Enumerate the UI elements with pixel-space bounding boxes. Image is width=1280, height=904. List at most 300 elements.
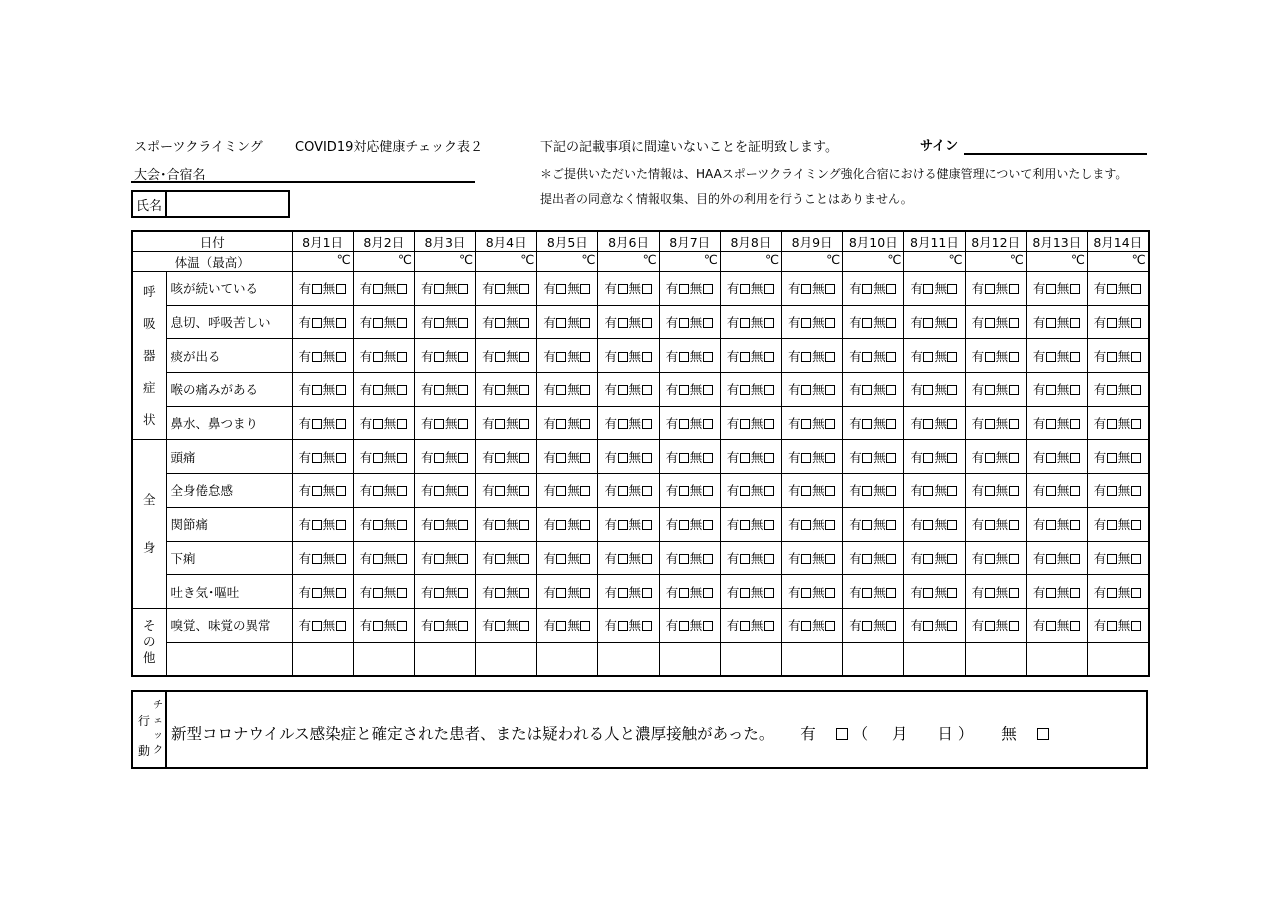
yes-checkbox[interactable] [801, 588, 811, 598]
yes-no-cell[interactable] [353, 406, 414, 440]
yes-checkbox[interactable] [618, 588, 628, 598]
yes-no-cell[interactable] [353, 373, 414, 407]
no-checkbox[interactable] [458, 284, 468, 294]
yes-no-cell[interactable] [904, 575, 965, 609]
yes-no-cell[interactable] [1026, 507, 1087, 541]
no-checkbox[interactable] [825, 318, 835, 328]
yes-no-cell[interactable] [353, 272, 414, 306]
yes-checkbox[interactable] [373, 318, 383, 328]
yes-checkbox[interactable] [373, 385, 383, 395]
temperature-input[interactable]: ℃ [1087, 252, 1148, 272]
yes-checkbox[interactable] [740, 284, 750, 294]
yes-checkbox[interactable] [985, 520, 995, 530]
yes-no-cell[interactable] [476, 373, 537, 407]
blank-cell[interactable] [414, 642, 475, 676]
yes-checkbox[interactable] [618, 352, 628, 362]
yes-no-cell[interactable] [476, 541, 537, 575]
no-checkbox[interactable] [1070, 284, 1080, 294]
yes-checkbox[interactable] [801, 621, 811, 631]
temperature-input[interactable]: ℃ [904, 252, 965, 272]
yes-checkbox[interactable] [434, 352, 444, 362]
yes-checkbox[interactable] [923, 352, 933, 362]
temperature-input[interactable]: ℃ [537, 252, 598, 272]
no-checkbox[interactable] [1009, 284, 1019, 294]
no-checkbox[interactable] [1009, 621, 1019, 631]
no-checkbox[interactable] [642, 621, 652, 631]
no-checkbox[interactable] [703, 352, 713, 362]
blank-cell[interactable] [476, 642, 537, 676]
yes-no-cell[interactable] [904, 507, 965, 541]
yes-checkbox[interactable] [373, 453, 383, 463]
yes-checkbox[interactable] [434, 284, 444, 294]
no-checkbox[interactable] [336, 284, 346, 294]
no-checkbox[interactable] [580, 385, 590, 395]
no-checkbox[interactable] [703, 554, 713, 564]
no-checkbox[interactable] [1131, 621, 1141, 631]
yes-no-cell[interactable] [720, 440, 781, 474]
yes-no-cell[interactable] [843, 339, 904, 373]
yes-no-cell[interactable] [292, 339, 353, 373]
yes-no-cell[interactable] [782, 305, 843, 339]
temperature-input[interactable]: ℃ [843, 252, 904, 272]
yes-no-cell[interactable] [1026, 406, 1087, 440]
yes-no-cell[interactable] [598, 272, 659, 306]
yes-checkbox[interactable] [1107, 621, 1117, 631]
no-checkbox[interactable] [642, 284, 652, 294]
no-checkbox[interactable] [458, 588, 468, 598]
no-checkbox[interactable] [703, 284, 713, 294]
yes-no-cell[interactable] [292, 305, 353, 339]
yes-checkbox[interactable] [1046, 520, 1056, 530]
yes-no-cell[interactable] [904, 541, 965, 575]
no-checkbox[interactable] [580, 588, 590, 598]
yes-no-cell[interactable] [414, 608, 475, 642]
yes-checkbox[interactable] [618, 385, 628, 395]
yes-no-cell[interactable] [476, 272, 537, 306]
yes-checkbox[interactable] [556, 588, 566, 598]
yes-checkbox[interactable] [862, 385, 872, 395]
temperature-input[interactable]: ℃ [659, 252, 720, 272]
blank-cell[interactable] [292, 642, 353, 676]
yes-no-cell[interactable] [659, 339, 720, 373]
no-checkbox[interactable] [642, 453, 652, 463]
yes-checkbox[interactable] [1107, 419, 1117, 429]
yes-no-cell[interactable] [904, 474, 965, 508]
no-checkbox[interactable] [580, 621, 590, 631]
yes-no-cell[interactable] [537, 474, 598, 508]
no-checkbox[interactable] [397, 352, 407, 362]
sign-line[interactable] [964, 153, 1147, 155]
no-checkbox[interactable] [336, 621, 346, 631]
yes-checkbox[interactable] [495, 520, 505, 530]
temperature-input[interactable]: ℃ [476, 252, 537, 272]
yes-checkbox[interactable] [373, 621, 383, 631]
yes-no-cell[interactable] [476, 305, 537, 339]
no-checkbox[interactable] [397, 486, 407, 496]
no-checkbox[interactable] [947, 352, 957, 362]
yes-checkbox[interactable] [801, 554, 811, 564]
no-checkbox[interactable] [703, 453, 713, 463]
no-checkbox[interactable] [1009, 453, 1019, 463]
yes-no-cell[interactable] [965, 507, 1026, 541]
no-checkbox[interactable] [825, 352, 835, 362]
no-checkbox[interactable] [1070, 520, 1080, 530]
yes-no-cell[interactable] [1026, 440, 1087, 474]
yes-checkbox[interactable] [862, 419, 872, 429]
yes-checkbox[interactable] [1046, 486, 1056, 496]
yes-checkbox[interactable] [1046, 284, 1056, 294]
blank-cell[interactable] [598, 642, 659, 676]
yes-checkbox[interactable] [801, 453, 811, 463]
no-checkbox[interactable] [764, 554, 774, 564]
blank-cell[interactable] [537, 642, 598, 676]
no-checkbox[interactable] [764, 385, 774, 395]
no-checkbox[interactable] [336, 486, 346, 496]
yes-checkbox[interactable] [679, 486, 689, 496]
yes-checkbox[interactable] [1107, 520, 1117, 530]
yes-no-cell[interactable] [843, 272, 904, 306]
blank-cell[interactable] [720, 642, 781, 676]
blank-cell[interactable] [659, 642, 720, 676]
yes-no-cell[interactable] [965, 440, 1026, 474]
yes-no-cell[interactable] [598, 507, 659, 541]
no-checkbox[interactable] [1070, 352, 1080, 362]
no-checkbox[interactable] [1009, 352, 1019, 362]
no-checkbox[interactable] [886, 284, 896, 294]
yes-no-cell[interactable] [537, 305, 598, 339]
yes-no-cell[interactable] [292, 406, 353, 440]
no-checkbox[interactable] [764, 318, 774, 328]
yes-no-cell[interactable] [720, 272, 781, 306]
yes-checkbox[interactable] [556, 284, 566, 294]
yes-no-cell[interactable] [1087, 608, 1148, 642]
no-checkbox[interactable] [336, 554, 346, 564]
yes-checkbox[interactable] [985, 588, 995, 598]
yes-no-cell[interactable] [1087, 339, 1148, 373]
yes-no-cell[interactable] [782, 608, 843, 642]
yes-no-cell[interactable] [292, 541, 353, 575]
yes-checkbox[interactable] [495, 453, 505, 463]
yes-checkbox[interactable] [923, 385, 933, 395]
yes-checkbox[interactable] [312, 520, 322, 530]
yes-no-cell[interactable] [292, 272, 353, 306]
yes-no-cell[interactable] [843, 507, 904, 541]
yes-checkbox[interactable] [434, 486, 444, 496]
no-checkbox[interactable] [825, 621, 835, 631]
no-checkbox[interactable] [336, 453, 346, 463]
no-checkbox[interactable] [764, 419, 774, 429]
yes-checkbox[interactable] [312, 486, 322, 496]
no-checkbox[interactable] [397, 385, 407, 395]
blank-cell[interactable] [904, 642, 965, 676]
no-checkbox[interactable] [642, 385, 652, 395]
no-checkbox[interactable] [1070, 318, 1080, 328]
no-checkbox[interactable] [825, 486, 835, 496]
yes-no-cell[interactable] [782, 406, 843, 440]
yes-no-cell[interactable] [598, 339, 659, 373]
no-checkbox[interactable] [947, 419, 957, 429]
yes-checkbox[interactable] [985, 453, 995, 463]
no-checkbox[interactable] [764, 352, 774, 362]
yes-no-cell[interactable] [598, 305, 659, 339]
no-checkbox[interactable] [642, 419, 652, 429]
yes-no-cell[interactable] [1026, 272, 1087, 306]
yes-checkbox[interactable] [679, 621, 689, 631]
yes-checkbox[interactable] [1107, 486, 1117, 496]
yes-no-cell[interactable] [476, 474, 537, 508]
no-checkbox[interactable] [1131, 352, 1141, 362]
yes-checkbox[interactable] [801, 419, 811, 429]
no-checkbox[interactable] [397, 453, 407, 463]
yes-no-cell[interactable] [537, 575, 598, 609]
yes-no-cell[interactable] [965, 305, 1026, 339]
contact-no-checkbox[interactable] [1037, 728, 1049, 740]
yes-checkbox[interactable] [1107, 284, 1117, 294]
yes-checkbox[interactable] [312, 621, 322, 631]
no-checkbox[interactable] [519, 318, 529, 328]
yes-checkbox[interactable] [985, 352, 995, 362]
yes-checkbox[interactable] [556, 520, 566, 530]
no-checkbox[interactable] [1070, 385, 1080, 395]
yes-checkbox[interactable] [495, 554, 505, 564]
temperature-input[interactable]: ℃ [782, 252, 843, 272]
yes-checkbox[interactable] [985, 284, 995, 294]
no-checkbox[interactable] [825, 284, 835, 294]
yes-no-cell[interactable] [782, 474, 843, 508]
no-checkbox[interactable] [458, 486, 468, 496]
yes-checkbox[interactable] [923, 453, 933, 463]
yes-no-cell[interactable] [353, 440, 414, 474]
no-checkbox[interactable] [886, 352, 896, 362]
temperature-input[interactable]: ℃ [598, 252, 659, 272]
yes-checkbox[interactable] [618, 318, 628, 328]
no-checkbox[interactable] [580, 486, 590, 496]
no-checkbox[interactable] [519, 352, 529, 362]
yes-no-cell[interactable] [659, 507, 720, 541]
yes-checkbox[interactable] [373, 554, 383, 564]
yes-checkbox[interactable] [556, 554, 566, 564]
blank-cell[interactable] [1087, 642, 1148, 676]
yes-checkbox[interactable] [1046, 621, 1056, 631]
yes-checkbox[interactable] [495, 588, 505, 598]
no-checkbox[interactable] [825, 554, 835, 564]
yes-checkbox[interactable] [679, 385, 689, 395]
no-checkbox[interactable] [642, 318, 652, 328]
yes-checkbox[interactable] [312, 318, 322, 328]
yes-no-cell[interactable] [782, 575, 843, 609]
no-checkbox[interactable] [642, 554, 652, 564]
yes-checkbox[interactable] [740, 588, 750, 598]
yes-no-cell[interactable] [292, 373, 353, 407]
no-checkbox[interactable] [519, 588, 529, 598]
yes-no-cell[interactable] [598, 474, 659, 508]
no-checkbox[interactable] [519, 419, 529, 429]
yes-checkbox[interactable] [740, 554, 750, 564]
yes-checkbox[interactable] [985, 385, 995, 395]
yes-checkbox[interactable] [556, 385, 566, 395]
no-checkbox[interactable] [642, 486, 652, 496]
yes-checkbox[interactable] [434, 318, 444, 328]
yes-no-cell[interactable] [476, 575, 537, 609]
yes-checkbox[interactable] [1107, 352, 1117, 362]
no-checkbox[interactable] [886, 554, 896, 564]
no-checkbox[interactable] [519, 520, 529, 530]
yes-checkbox[interactable] [740, 621, 750, 631]
yes-checkbox[interactable] [740, 520, 750, 530]
no-checkbox[interactable] [336, 385, 346, 395]
yes-no-cell[interactable] [843, 406, 904, 440]
yes-checkbox[interactable] [312, 453, 322, 463]
yes-no-cell[interactable] [598, 541, 659, 575]
yes-no-cell[interactable] [843, 474, 904, 508]
yes-checkbox[interactable] [923, 486, 933, 496]
yes-no-cell[interactable] [720, 575, 781, 609]
yes-no-cell[interactable] [659, 406, 720, 440]
yes-no-cell[interactable] [476, 339, 537, 373]
yes-checkbox[interactable] [434, 419, 444, 429]
yes-no-cell[interactable] [843, 305, 904, 339]
yes-checkbox[interactable] [740, 352, 750, 362]
no-checkbox[interactable] [947, 453, 957, 463]
no-checkbox[interactable] [1070, 419, 1080, 429]
yes-no-cell[interactable] [720, 541, 781, 575]
yes-no-cell[interactable] [782, 373, 843, 407]
yes-no-cell[interactable] [414, 474, 475, 508]
yes-no-cell[interactable] [965, 339, 1026, 373]
yes-checkbox[interactable] [985, 419, 995, 429]
no-checkbox[interactable] [1131, 554, 1141, 564]
no-checkbox[interactable] [458, 318, 468, 328]
yes-checkbox[interactable] [495, 419, 505, 429]
yes-checkbox[interactable] [985, 554, 995, 564]
yes-checkbox[interactable] [373, 486, 383, 496]
yes-no-cell[interactable] [353, 608, 414, 642]
yes-no-cell[interactable] [1026, 339, 1087, 373]
no-checkbox[interactable] [519, 385, 529, 395]
no-checkbox[interactable] [1009, 419, 1019, 429]
no-checkbox[interactable] [336, 318, 346, 328]
no-checkbox[interactable] [703, 486, 713, 496]
no-checkbox[interactable] [336, 520, 346, 530]
yes-no-cell[interactable] [1087, 507, 1148, 541]
yes-checkbox[interactable] [312, 385, 322, 395]
yes-checkbox[interactable] [1107, 588, 1117, 598]
yes-checkbox[interactable] [923, 419, 933, 429]
yes-checkbox[interactable] [801, 520, 811, 530]
yes-no-cell[interactable] [1087, 474, 1148, 508]
yes-checkbox[interactable] [862, 520, 872, 530]
yes-checkbox[interactable] [1046, 588, 1056, 598]
yes-checkbox[interactable] [556, 621, 566, 631]
yes-checkbox[interactable] [618, 419, 628, 429]
yes-no-cell[interactable] [476, 507, 537, 541]
yes-checkbox[interactable] [1107, 385, 1117, 395]
no-checkbox[interactable] [1131, 453, 1141, 463]
yes-no-cell[interactable] [414, 373, 475, 407]
no-checkbox[interactable] [886, 318, 896, 328]
yes-checkbox[interactable] [373, 520, 383, 530]
yes-checkbox[interactable] [985, 621, 995, 631]
yes-checkbox[interactable] [740, 318, 750, 328]
no-checkbox[interactable] [1009, 318, 1019, 328]
blank-cell[interactable] [1026, 642, 1087, 676]
name-input[interactable] [167, 192, 288, 216]
no-checkbox[interactable] [397, 520, 407, 530]
yes-no-cell[interactable] [1087, 440, 1148, 474]
yes-no-cell[interactable] [1087, 406, 1148, 440]
no-checkbox[interactable] [397, 588, 407, 598]
no-checkbox[interactable] [397, 284, 407, 294]
yes-no-cell[interactable] [659, 474, 720, 508]
yes-no-cell[interactable] [537, 608, 598, 642]
yes-checkbox[interactable] [618, 621, 628, 631]
yes-checkbox[interactable] [679, 318, 689, 328]
no-checkbox[interactable] [886, 520, 896, 530]
yes-no-cell[interactable] [476, 440, 537, 474]
no-checkbox[interactable] [397, 419, 407, 429]
no-checkbox[interactable] [886, 621, 896, 631]
yes-no-cell[interactable] [598, 608, 659, 642]
temperature-input[interactable]: ℃ [353, 252, 414, 272]
yes-checkbox[interactable] [434, 588, 444, 598]
no-checkbox[interactable] [1131, 419, 1141, 429]
yes-no-cell[interactable] [292, 507, 353, 541]
no-checkbox[interactable] [1070, 554, 1080, 564]
no-checkbox[interactable] [580, 318, 590, 328]
no-checkbox[interactable] [458, 352, 468, 362]
yes-checkbox[interactable] [434, 554, 444, 564]
yes-checkbox[interactable] [740, 453, 750, 463]
yes-no-cell[interactable] [965, 373, 1026, 407]
yes-checkbox[interactable] [495, 318, 505, 328]
yes-checkbox[interactable] [1107, 318, 1117, 328]
yes-no-cell[interactable] [782, 541, 843, 575]
yes-checkbox[interactable] [679, 284, 689, 294]
yes-checkbox[interactable] [679, 554, 689, 564]
yes-no-cell[interactable] [1087, 541, 1148, 575]
yes-no-cell[interactable] [782, 339, 843, 373]
yes-no-cell[interactable] [598, 373, 659, 407]
yes-no-cell[interactable] [843, 575, 904, 609]
no-checkbox[interactable] [947, 284, 957, 294]
yes-checkbox[interactable] [618, 520, 628, 530]
yes-no-cell[interactable] [598, 440, 659, 474]
no-checkbox[interactable] [764, 621, 774, 631]
no-checkbox[interactable] [1070, 621, 1080, 631]
yes-checkbox[interactable] [312, 352, 322, 362]
no-checkbox[interactable] [1070, 486, 1080, 496]
no-checkbox[interactable] [947, 554, 957, 564]
yes-checkbox[interactable] [862, 318, 872, 328]
yes-no-cell[interactable] [353, 474, 414, 508]
yes-no-cell[interactable] [476, 608, 537, 642]
no-checkbox[interactable] [947, 318, 957, 328]
yes-no-cell[interactable] [1026, 474, 1087, 508]
yes-no-cell[interactable] [537, 373, 598, 407]
yes-checkbox[interactable] [495, 352, 505, 362]
yes-no-cell[interactable] [1087, 272, 1148, 306]
yes-checkbox[interactable] [1046, 318, 1056, 328]
yes-checkbox[interactable] [801, 385, 811, 395]
yes-checkbox[interactable] [923, 588, 933, 598]
no-checkbox[interactable] [580, 284, 590, 294]
no-checkbox[interactable] [1009, 588, 1019, 598]
yes-no-cell[interactable] [965, 608, 1026, 642]
blank-cell[interactable] [782, 642, 843, 676]
no-checkbox[interactable] [1009, 385, 1019, 395]
no-checkbox[interactable] [580, 453, 590, 463]
no-checkbox[interactable] [703, 520, 713, 530]
